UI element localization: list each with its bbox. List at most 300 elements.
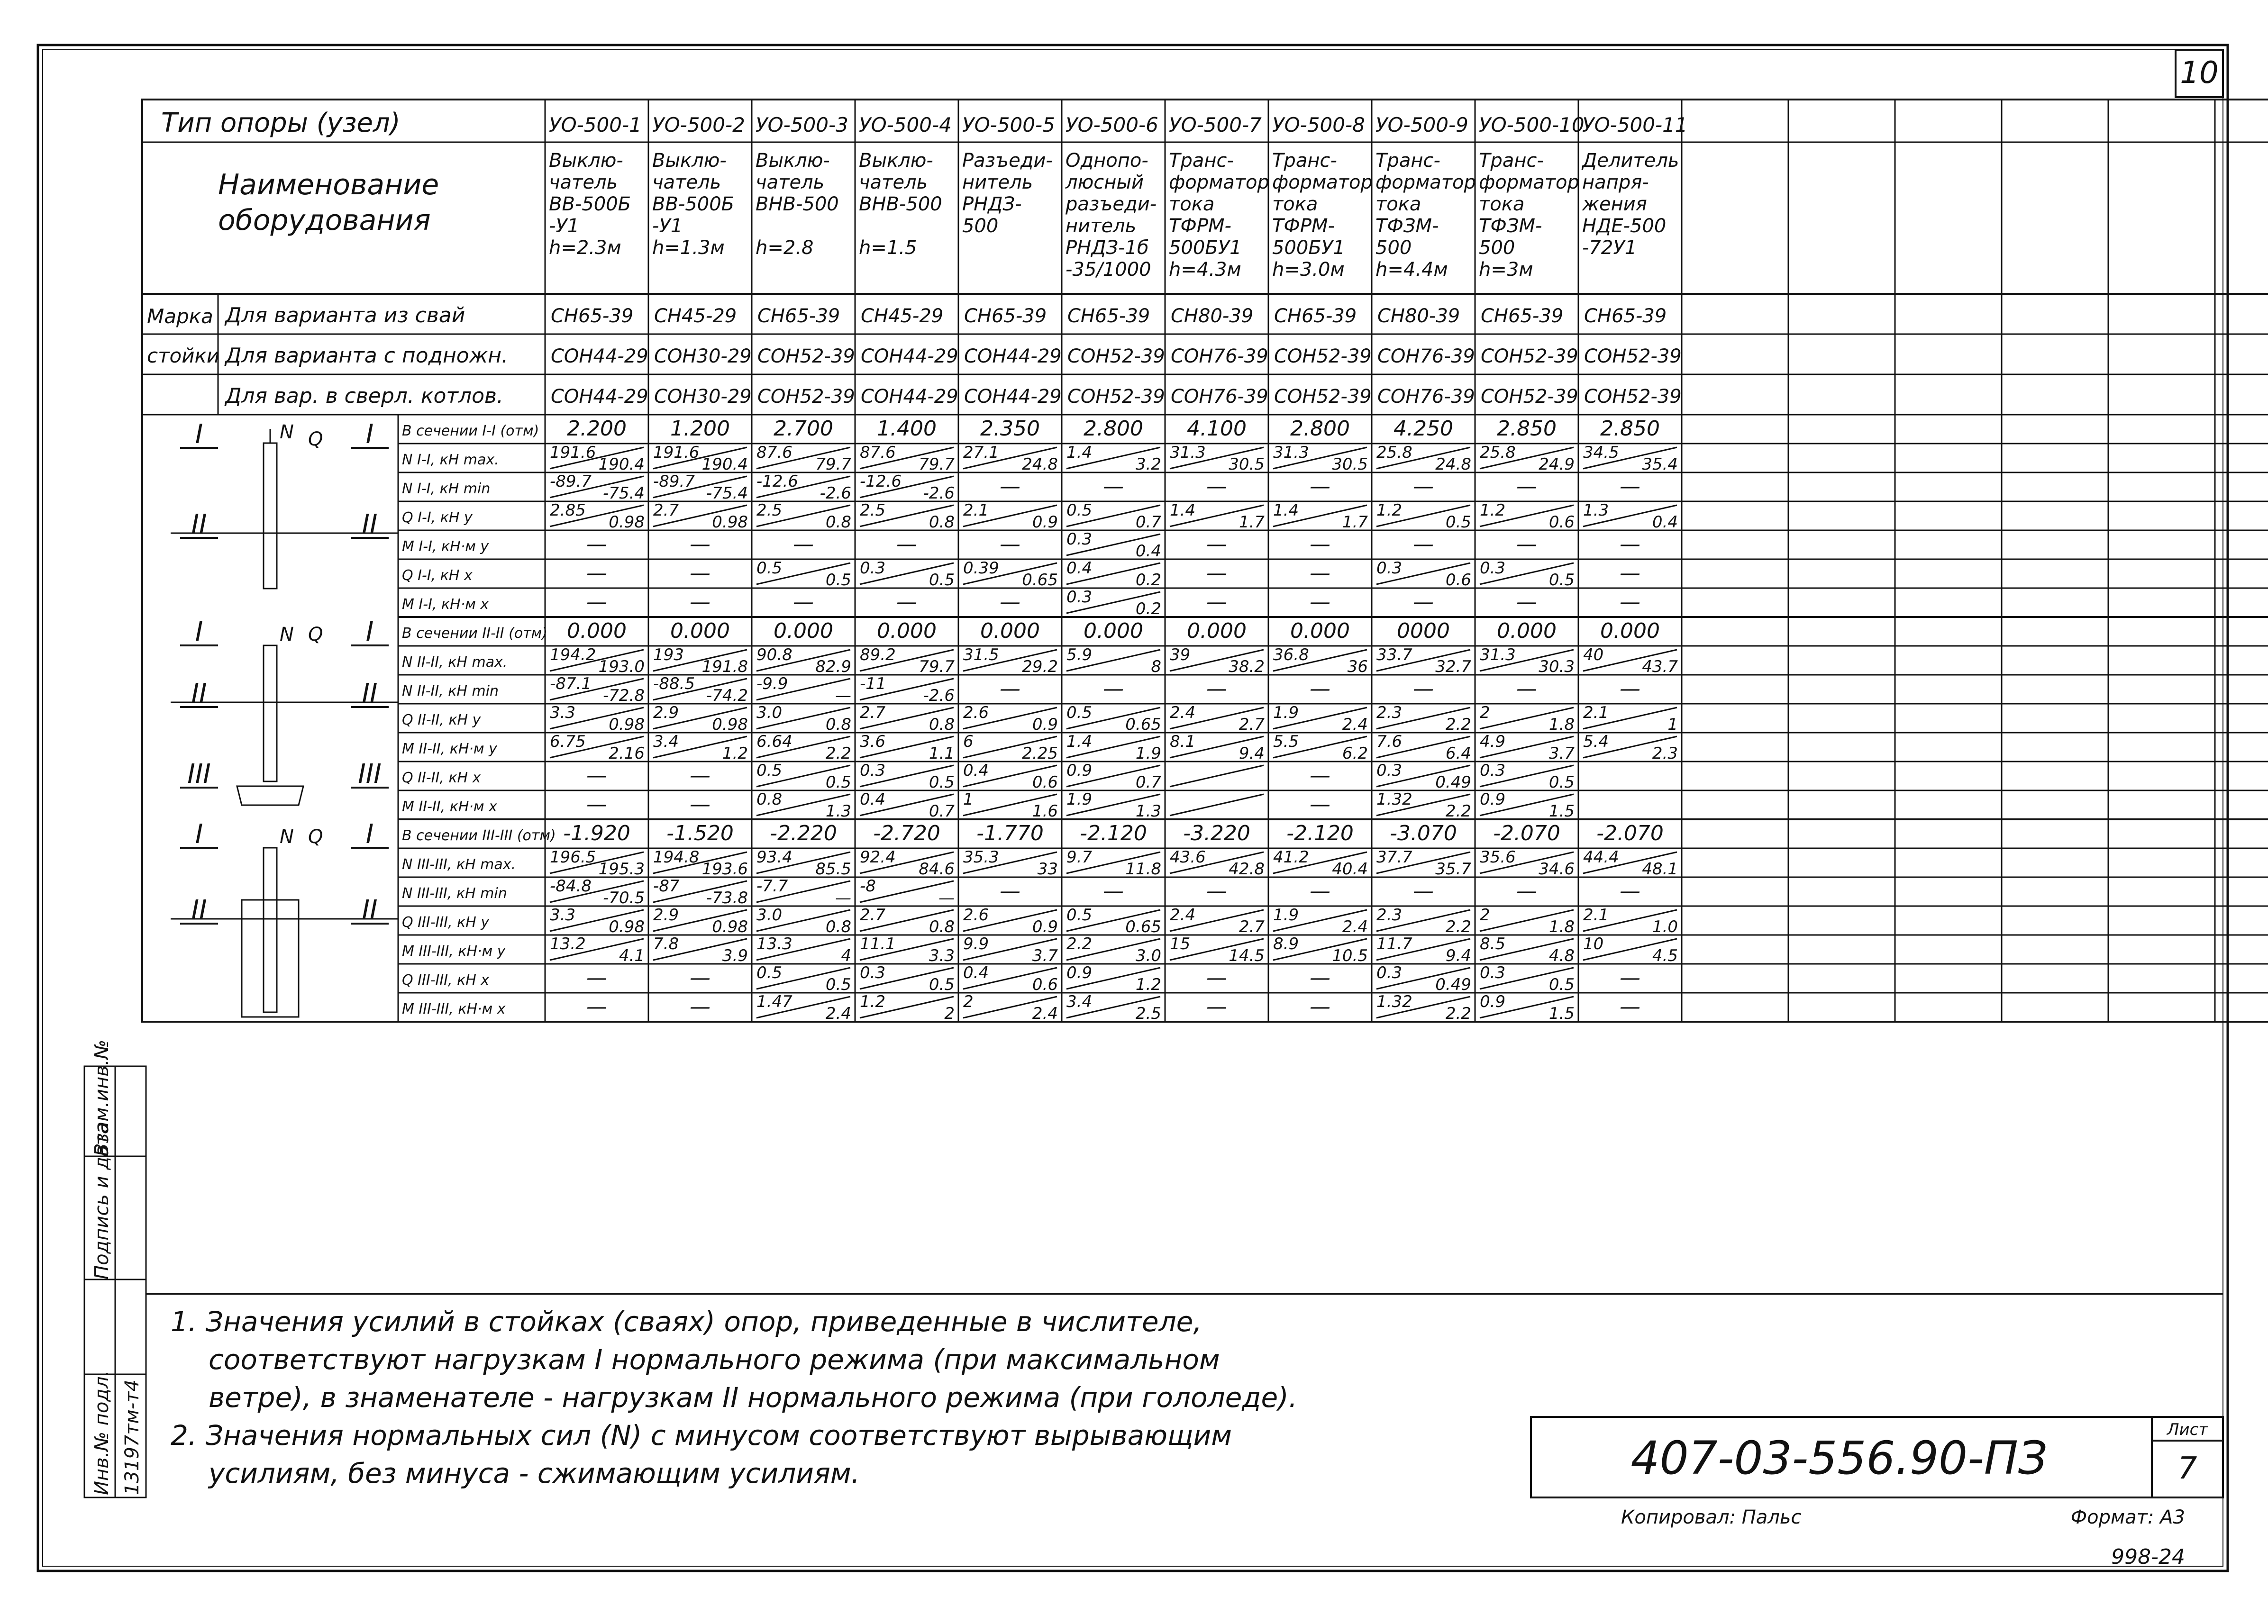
cell-denominator: -2.6 <box>923 686 955 705</box>
equipment-name: тока <box>1272 193 1318 215</box>
cell-numerator: 0.9 <box>1066 963 1093 982</box>
cell-numerator: 2.4 <box>1170 906 1196 925</box>
force-row-label: N I-I, кН min <box>402 481 491 497</box>
column-type-label: УО-500-10 <box>1479 113 1585 136</box>
header-equipment-label: Наименование <box>218 168 439 201</box>
cell-numerator: 44.4 <box>1583 848 1619 867</box>
section-label-i: I <box>365 419 374 450</box>
cell-denominator: 35.4 <box>1642 455 1678 474</box>
cell-numerator: 89.2 <box>860 645 896 664</box>
cell-denominator: 2.4 <box>1032 1004 1058 1023</box>
variant-value: СОН76-39 <box>1377 386 1475 408</box>
cell-numerator: 194.8 <box>653 848 700 867</box>
cell-numerator: 2.9 <box>653 906 679 925</box>
cell-value: — <box>1310 792 1330 817</box>
equipment-name: форматор <box>1272 172 1373 193</box>
equipment-name: 500 <box>1375 237 1412 259</box>
section-label-ii: II <box>191 678 207 709</box>
force-row-label: В сечении III-III (отм) <box>402 827 556 844</box>
cell-denominator: 0.8 <box>825 715 851 734</box>
cell-value: — <box>1620 532 1640 556</box>
force-q-label: Q <box>308 624 323 645</box>
cell-denominator: 2.4 <box>1342 715 1368 734</box>
cell-numerator: 90.8 <box>756 645 792 664</box>
cell-numerator: -89.7 <box>653 472 695 491</box>
column-type-label: УО-500-8 <box>1272 113 1365 136</box>
cell-denominator: 43.7 <box>1642 657 1678 676</box>
cell-value: — <box>586 532 607 556</box>
cell-denominator: -75.4 <box>603 484 645 503</box>
cell-denominator: 85.5 <box>815 860 851 879</box>
column-type-label: УО-500-6 <box>1066 113 1158 136</box>
cell-value: — <box>1206 677 1227 701</box>
cell-denominator: 1.5 <box>1548 1004 1575 1023</box>
cell-denominator: 33 <box>1037 860 1058 879</box>
cell-value: 2.800 <box>1084 417 1143 441</box>
cell-value: — <box>586 763 607 788</box>
column-type-label: УО-500-9 <box>1375 113 1468 136</box>
cell-numerator: 1.2 <box>1376 501 1403 520</box>
equipment-name: Однопо- <box>1066 150 1148 172</box>
cell-numerator: 1.2 <box>860 992 886 1011</box>
cell-denominator: 3.2 <box>1135 455 1161 474</box>
equipment-name: h=2.8 <box>756 237 814 259</box>
cell-value: -3.220 <box>1183 821 1250 845</box>
cell-value: — <box>793 532 814 556</box>
list-label: Лист <box>2167 1420 2208 1439</box>
cell-denominator: -2.6 <box>820 484 851 503</box>
cell-denominator: 0.98 <box>609 513 645 532</box>
cell-numerator: 0.5 <box>756 761 783 780</box>
cell-numerator: 0.3 <box>860 963 886 982</box>
cell-denominator: 0.9 <box>1032 513 1058 532</box>
cell-denominator: 2.3 <box>1652 744 1678 763</box>
cell-numerator: 6 <box>963 732 974 751</box>
force-row-label: M I-I, кН·м y <box>402 538 489 555</box>
cell-denominator: 30.5 <box>1229 455 1265 474</box>
cell-value: — <box>1310 532 1330 556</box>
force-row-label: Q III-III, кН y <box>402 914 490 931</box>
header-equipment-label: оборудования <box>218 204 431 237</box>
column-post <box>264 848 277 1012</box>
equipment-name: напря- <box>1582 172 1649 193</box>
equipment-name: 500БУ1 <box>1169 237 1242 259</box>
cell-value: 0.000 <box>1290 619 1350 643</box>
note-line-1: 1. Значения усилий в стойках (сваях) опор, приведенные в числителе, <box>171 1306 1202 1338</box>
podpis-label: Подпись и дата <box>91 1122 113 1279</box>
document-code: 407-03-556.90-ПЗ <box>1630 1432 2048 1485</box>
cell-denominator: 2.5 <box>1135 1004 1161 1023</box>
cell-value: — <box>690 792 710 817</box>
cell-denominator: 29.2 <box>1022 657 1058 676</box>
cell-numerator: 3.4 <box>1066 992 1093 1011</box>
cell-numerator: 1.3 <box>1583 501 1609 520</box>
cell-numerator: -7.7 <box>756 877 788 896</box>
cell-numerator: 13.3 <box>756 934 792 953</box>
cell-denominator: 2.7 <box>1239 917 1265 936</box>
cell-value: — <box>1206 995 1227 1019</box>
cell-denominator: 3.9 <box>722 946 748 965</box>
cell-numerator: 0.3 <box>860 559 886 578</box>
cell-value: 1.400 <box>877 417 937 441</box>
equipment-name: 500БУ1 <box>1272 237 1345 259</box>
cell-numerator: 2.1 <box>1583 703 1609 722</box>
equipment-name: ТФРМ- <box>1169 215 1231 237</box>
cell-numerator: 9.7 <box>1066 848 1093 867</box>
cell-numerator: 0.3 <box>1376 559 1403 578</box>
equipment-name: форматор <box>1169 172 1269 193</box>
cell-denominator: 2.2 <box>1445 715 1471 734</box>
cell-numerator: 35.3 <box>963 848 999 867</box>
cell-denominator: 0.7 <box>929 802 955 821</box>
cell-value: — <box>1620 677 1640 701</box>
equipment-name: Выклю- <box>549 150 623 172</box>
variant-value: СОН52-39 <box>1481 345 1578 367</box>
cell-denominator: 0.98 <box>609 917 645 936</box>
equipment-name: h=1.5 <box>859 237 917 259</box>
equipment-name: чатель <box>756 172 825 193</box>
cell-numerator: 2.7 <box>860 906 886 925</box>
force-n-label: N <box>280 624 294 645</box>
cell-numerator: 0.3 <box>1066 530 1093 549</box>
cell-denominator: 0.6 <box>1548 513 1575 532</box>
cell-numerator: 2 <box>1480 906 1490 925</box>
cell-numerator: 40 <box>1583 645 1604 664</box>
equipment-name: тока <box>1375 193 1421 215</box>
cell-numerator: 5.5 <box>1273 732 1299 751</box>
cell-numerator: 0.5 <box>1066 703 1093 722</box>
cell-denominator: 4.1 <box>619 946 645 965</box>
equipment-name: ТФЗМ- <box>1479 215 1542 237</box>
equipment-name: ВВ-500Б <box>549 193 631 215</box>
column-post <box>264 443 277 589</box>
cell-numerator: 0.8 <box>756 790 783 809</box>
cell-denominator: 14.5 <box>1229 946 1265 965</box>
equipment-name: h=4.4м <box>1375 259 1448 281</box>
cell-denominator: 3.3 <box>929 946 955 965</box>
equipment-name: чатель <box>549 172 618 193</box>
equipment-name: нитель <box>962 172 1033 193</box>
cell-denominator: 34.6 <box>1539 860 1575 879</box>
cell-numerator: 2.6 <box>963 906 989 925</box>
cell-denominator: 0.4 <box>1652 513 1678 532</box>
section-label-i: I <box>365 819 374 850</box>
variant-value: СОН52-39 <box>757 386 855 408</box>
cell-value: — <box>1620 879 1640 903</box>
cell-value: -2.070 <box>1493 821 1560 845</box>
equipment-name: ТФРМ- <box>1272 215 1335 237</box>
cell-denominator: 0.9 <box>1032 715 1058 734</box>
cell-numerator: 43.6 <box>1170 848 1206 867</box>
cell-numerator: 7.6 <box>1376 732 1403 751</box>
cell-numerator: 87.6 <box>860 443 896 462</box>
cell-denominator: 0.7 <box>1135 773 1161 792</box>
cell-numerator: 0.5 <box>756 963 783 982</box>
equipment-name: h=2.3м <box>549 237 621 259</box>
cell-value: — <box>690 590 710 614</box>
cell-denominator: 0.5 <box>1548 975 1575 994</box>
cell-denominator: 191.8 <box>701 657 748 676</box>
cell-denominator: -73.8 <box>706 889 748 907</box>
cell-denominator: 8 <box>1151 657 1161 676</box>
cell-numerator: -12.6 <box>756 472 798 491</box>
cell-denominator: 2.4 <box>825 1004 851 1023</box>
cell-denominator: 195.3 <box>598 860 645 879</box>
variant-value: СН45-29 <box>654 305 737 327</box>
cell-denominator: 1.5 <box>1548 802 1575 821</box>
force-row-label: M III-III, кН·м y <box>402 943 506 960</box>
cell-denominator: 6.4 <box>1445 744 1471 763</box>
section-label-iii: III <box>358 759 382 789</box>
cell-denominator: -2.6 <box>923 484 955 503</box>
cell-numerator: -8 <box>860 877 876 896</box>
equipment-name: разъеди- <box>1066 193 1157 215</box>
cell-numerator: 31.5 <box>963 645 999 664</box>
cell-numerator: 8.5 <box>1480 934 1506 953</box>
cell-numerator: 11.7 <box>1376 934 1412 953</box>
cell-denominator: 30.5 <box>1332 455 1368 474</box>
variant-value: СОН52-39 <box>1584 386 1682 408</box>
cell-denominator: 0.49 <box>1435 975 1471 994</box>
cell-value: 0.000 <box>567 619 627 643</box>
variant-value: СН65-39 <box>964 305 1047 327</box>
cell-denominator: — <box>835 686 851 705</box>
variant-value: СОН44-29 <box>964 386 1062 408</box>
equipment-name: Транс- <box>1169 150 1234 172</box>
cell-numerator: 0.3 <box>1376 761 1403 780</box>
cell-value: 0.000 <box>1187 619 1247 643</box>
cell-denominator: 1.7 <box>1342 513 1368 532</box>
cell-value: — <box>896 590 917 614</box>
cell-denominator: 0.6 <box>1445 571 1471 590</box>
cell-numerator: 31.3 <box>1170 443 1206 462</box>
cell-numerator: 0.4 <box>860 790 886 809</box>
page-number: 10 <box>2180 55 2219 91</box>
cell-denominator: 3.7 <box>1548 744 1575 763</box>
cell-denominator: 40.4 <box>1332 860 1368 879</box>
cell-value: 4.100 <box>1187 417 1247 441</box>
cell-denominator: 24.8 <box>1435 455 1471 474</box>
force-row-label: В сечении I-I (отм) <box>402 423 539 439</box>
cell-numerator: 92.4 <box>860 848 896 867</box>
cell-value: — <box>586 792 607 817</box>
force-row-label: N III-III, кН min <box>402 885 507 902</box>
equipment-name: НДЕ-500 <box>1582 215 1667 237</box>
cell-denominator: 30.3 <box>1539 657 1575 676</box>
variant-value: СОН44-29 <box>551 345 648 367</box>
cell-numerator: 2.6 <box>963 703 989 722</box>
cell-value: 0.000 <box>980 619 1040 643</box>
cell-denominator: 0.5 <box>929 571 955 590</box>
cell-value: — <box>1206 561 1227 585</box>
cell-numerator: 2.5 <box>756 501 783 520</box>
cell-numerator: 35.6 <box>1480 848 1516 867</box>
column-type-label: УО-500-11 <box>1582 113 1688 136</box>
cell-numerator: 3.3 <box>550 906 576 925</box>
cell-numerator: 2.3 <box>1376 906 1403 925</box>
cell-numerator: 41.2 <box>1273 848 1309 867</box>
cell-value: — <box>1000 532 1020 556</box>
cell-value: — <box>1310 879 1330 903</box>
cell-value: — <box>1000 879 1020 903</box>
force-row-label: Q I-I, кН y <box>402 509 473 526</box>
cell-denominator: 4 <box>841 946 851 965</box>
cell-value: 2.350 <box>980 417 1040 441</box>
cell-numerator: 11.1 <box>860 934 896 953</box>
cell-value: — <box>1620 995 1640 1019</box>
cell-value: 0.000 <box>1600 619 1660 643</box>
variant-label: Для варианта с подножн. <box>225 344 509 368</box>
column-type-label: УО-500-7 <box>1169 113 1262 136</box>
cell-denominator: 1.6 <box>1032 802 1058 821</box>
cell-value: 4.250 <box>1394 417 1453 441</box>
cell-numerator: 2 <box>963 992 974 1011</box>
cell-denominator: 1.8 <box>1548 715 1575 734</box>
force-row-label: M II-II, кН·м x <box>402 798 497 815</box>
cell-value: — <box>1206 879 1227 903</box>
cell-numerator: 0.4 <box>1066 559 1093 578</box>
cell-value: — <box>1206 590 1227 614</box>
cell-numerator: 1.32 <box>1376 790 1412 809</box>
cell-denominator: 35.7 <box>1435 860 1471 879</box>
equipment-name: Выклю- <box>859 150 933 172</box>
cell-value: 2.850 <box>1497 417 1557 441</box>
cell-numerator: 196.5 <box>550 848 596 867</box>
cell-value: — <box>1620 561 1640 585</box>
cell-numerator: 0.4 <box>963 963 989 982</box>
variant-value: СН80-39 <box>1171 305 1254 327</box>
cell-denominator: 0.8 <box>929 917 955 936</box>
section-label-i: I <box>195 419 203 450</box>
cell-value: — <box>586 995 607 1019</box>
cell-numerator: 1.4 <box>1066 732 1093 751</box>
cell-denominator: 2.4 <box>1342 917 1368 936</box>
variant-value: СН80-39 <box>1377 305 1460 327</box>
equipment-name: Выклю- <box>652 150 727 172</box>
cell-numerator: 0.5 <box>1066 501 1093 520</box>
section-label-i: I <box>195 819 203 850</box>
equipment-name: -У1 <box>549 215 580 237</box>
cell-value: — <box>1516 677 1537 701</box>
cell-value: — <box>1103 879 1124 903</box>
cell-denominator: 3.7 <box>1032 946 1058 965</box>
cell-numerator: 1.9 <box>1273 703 1299 722</box>
variant-value: СОН76-39 <box>1171 386 1268 408</box>
cell-numerator: 8.1 <box>1170 732 1196 751</box>
cell-denominator: 0.5 <box>825 773 851 792</box>
equipment-name: Транс- <box>1272 150 1337 172</box>
cell-value: — <box>1620 474 1640 499</box>
cell-denominator: 0.5 <box>929 773 955 792</box>
cell-denominator: -74.2 <box>706 686 748 705</box>
column-type-label: УО-500-3 <box>756 113 848 136</box>
cell-numerator: 2.7 <box>653 501 679 520</box>
cell-denominator: 0.65 <box>1125 917 1161 936</box>
equipment-name: чатель <box>652 172 721 193</box>
cell-numerator: -12.6 <box>860 472 902 491</box>
cell-denominator: 4.8 <box>1548 946 1575 965</box>
variant-value: СН65-39 <box>551 305 634 327</box>
cell-numerator: 31.3 <box>1273 443 1309 462</box>
cell-value: — <box>586 966 607 990</box>
cell-numerator: 1.4 <box>1170 501 1196 520</box>
cell-value: -1.520 <box>666 821 734 845</box>
equipment-name: РНДЗ- <box>962 193 1022 215</box>
variant-value: СОН52-39 <box>1067 386 1165 408</box>
cell-value: -2.120 <box>1080 821 1147 845</box>
cell-value: 0.000 <box>1497 619 1557 643</box>
equipment-name: Делитель <box>1582 150 1679 172</box>
cell-denominator: 1.9 <box>1135 744 1161 763</box>
column-type-label: УО-500-4 <box>859 113 952 136</box>
force-n-label: N <box>280 421 294 443</box>
cell-numerator: -84.8 <box>550 877 592 896</box>
variant-value: СОН52-39 <box>757 345 855 367</box>
cell-denominator: 38.2 <box>1229 657 1265 676</box>
cell-denominator: 0.49 <box>1435 773 1471 792</box>
cell-value: 0.000 <box>774 619 833 643</box>
cell-numerator: 2.9 <box>653 703 679 722</box>
force-row-label: M II-II, кН·м y <box>402 741 497 757</box>
force-row-label: M III-III, кН·м x <box>402 1001 506 1017</box>
cell-value: — <box>1516 590 1537 614</box>
equipment-name: 500 <box>1479 237 1515 259</box>
cell-numerator: 1.9 <box>1066 790 1093 809</box>
cell-numerator: -9.9 <box>756 674 788 693</box>
cell-value: -3.070 <box>1390 821 1457 845</box>
cell-denominator: 0.9 <box>1032 917 1058 936</box>
equipment-name: ВНВ-500 <box>859 193 942 215</box>
cell-value: — <box>1413 532 1434 556</box>
note-line-4: 2. Значения нормальных сил (N) с минусом соответствуют вырывающим <box>171 1419 1232 1452</box>
cell-value: 0.000 <box>670 619 730 643</box>
cell-denominator: 0.6 <box>1032 975 1058 994</box>
cell-value: — <box>1310 995 1330 1019</box>
cell-numerator: 1 <box>963 790 974 809</box>
cell-numerator: 1.2 <box>1480 501 1506 520</box>
cell-denominator: 0.98 <box>712 917 748 936</box>
cell-numerator: 194.2 <box>550 645 596 664</box>
force-row-label: Q III-III, кН x <box>402 972 490 989</box>
cell-value: 2.200 <box>567 417 627 441</box>
cell-denominator: 2.2 <box>1445 917 1471 936</box>
cell-denominator: 190.4 <box>701 455 748 474</box>
cell-value: — <box>1516 474 1537 499</box>
cell-numerator: 1.4 <box>1066 443 1093 462</box>
variant-value: СОН52-39 <box>1481 386 1578 408</box>
cell-denominator: 9.4 <box>1445 946 1471 965</box>
cell-value: 0.000 <box>1084 619 1143 643</box>
archive-scribble: 998-24 <box>2111 1545 2185 1569</box>
cell-numerator: 2.1 <box>1583 906 1609 925</box>
cell-denominator: 193.0 <box>598 657 645 676</box>
cell-value: 1.200 <box>670 417 730 441</box>
cell-numerator: 0.3 <box>860 761 886 780</box>
equipment-name: h=3.0м <box>1272 259 1345 281</box>
cell-denominator: 79.7 <box>919 455 955 474</box>
cell-numerator: 2 <box>1480 703 1490 722</box>
cell-denominator: -72.8 <box>603 686 645 705</box>
cell-denominator: 2.7 <box>1239 715 1265 734</box>
cell-denominator: 190.4 <box>598 455 645 474</box>
cell-denominator: 1.3 <box>825 802 851 821</box>
variant-value: СОН44-29 <box>551 386 648 408</box>
variant-value: СН45-29 <box>861 305 944 327</box>
cell-denominator: 0.98 <box>712 513 748 532</box>
inv-podl-label: Инв.№ подл. <box>91 1370 113 1495</box>
equipment-name: Транс- <box>1479 150 1544 172</box>
cell-numerator: -11 <box>860 674 886 693</box>
